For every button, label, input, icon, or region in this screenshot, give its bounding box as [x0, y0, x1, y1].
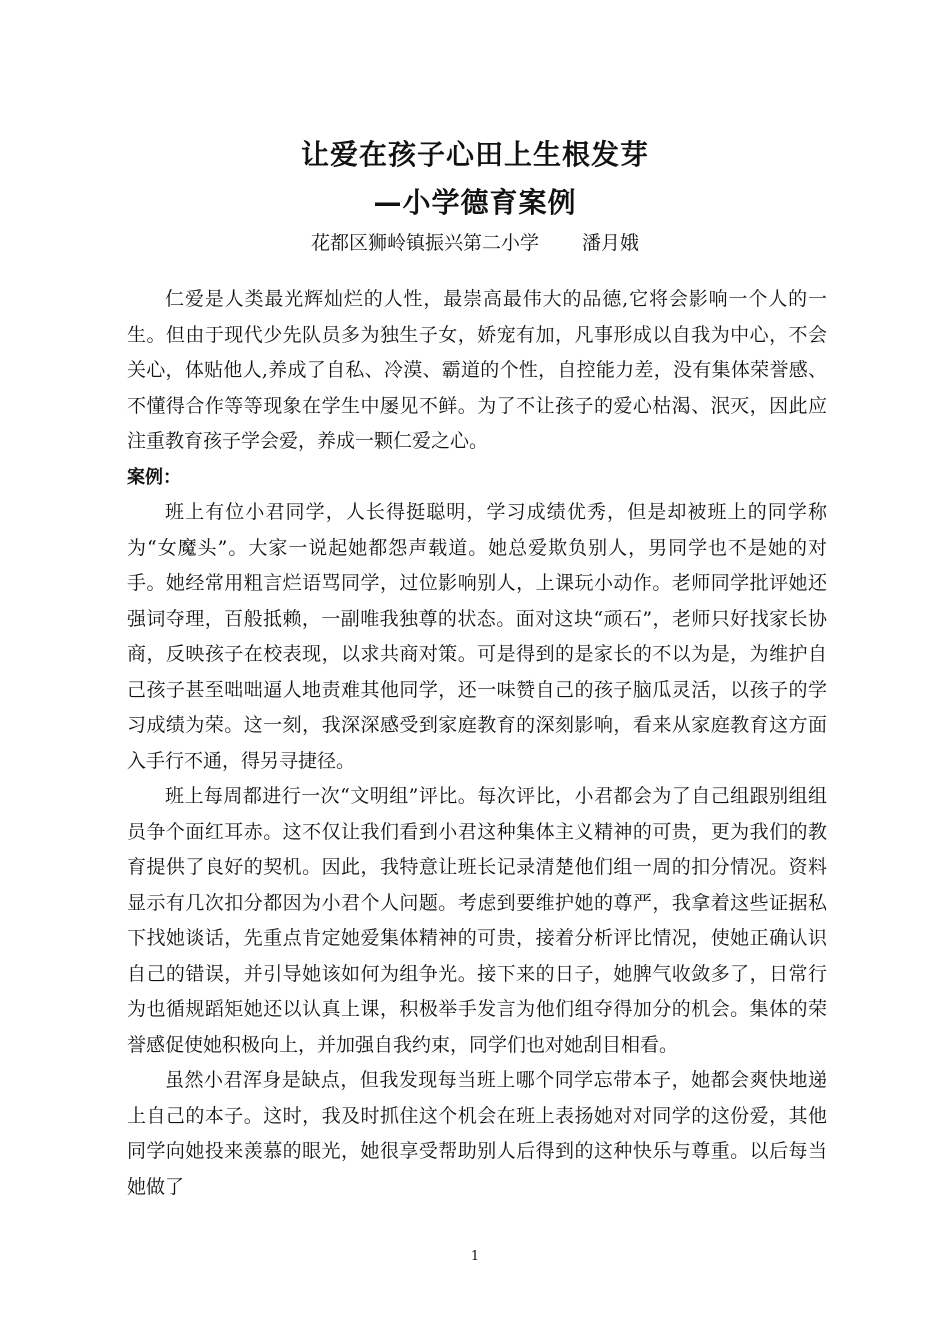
document-title: 让爱在孩子心田上生根发芽	[300, 138, 649, 171]
page-number: 1	[470, 1249, 480, 1264]
document-subtitle: —小学德育案例	[373, 186, 577, 219]
case-paragraph-3: 虽然小君浑身是缺点，但我发现每当班上哪个同学忘带本子，她都会爽快地递上自己的本子。这时，我及时抓住这个机会在班上表扬她对对同学的这份爱，其他同学向她投来羡慕的眼光，她很享受帮助别人后得到的这种快乐与尊重。以后每当她做了	[127, 1069, 827, 1198]
case-heading: 案例：	[127, 466, 181, 488]
author-byline: 花都区狮岭镇振兴第二小学 潘月娥	[310, 232, 640, 254]
document-body	[127, 282, 827, 1205]
case-paragraph-1: 班上有位小君同学，人长得挺聪明，学习成绩优秀，但是却被班上的同学称为“女魔头”。大家一说起她都怨声载道。她总爱欺负别人，男同学也不是她的对手。她经常用粗言烂语骂同学，过位影响别人，上课玩小动作。老师同学批评她还强词夺理，百般抵赖，一副唯我独尊的状态。面对这块“顽石”，老师只好找家长协商，反映孩子在校表现，以求共商对策。可是得到的是家长的不以为是，为维护自己孩子甚至咄咄逼人地责难其他同学，还一味赞自己的孩子脑瓜灵活，以孩子的学习成绩为荣。这一刻，我深深感受到家庭教育的深刻影响，看来从家庭教育这方面入手行不通，得另寻捷径。	[127, 501, 827, 772]
case-paragraph-2: 班上每周都进行一次“文明组”评比。每次评比，小君都会为了自己组跟别组组员争个面红耳赤。这不仅让我们看到小君这种集体主义精神的可贵，更为我们的教育提供了良好的契机。因此，我特意让班长记录清楚他们组一周的扣分情况。资料显示有几次扣分都因为小君个人问题。考虑到要维护她的尊严，我拿着这些证据私下找她谈话，先重点肯定她爱集体精神的可贵，接着分析评比情况，使她正确认识自己的错误，并引导她该如何为组争光。接下来的日子，她脾气收敛多了，日常行为也循规蹈矩她还以认真上课，积极举手发言为他们组夺得加分的机会。集体的荣誉感促使她积极向上，并加强自我约束，同学们也对她刮目相看。	[127, 785, 827, 1056]
intro-paragraph: 仁爱是人类最光辉灿烂的人性，最崇高最伟大的品德,它将会影响一个人的一生。但由于现代少先队员多为独生子女，娇宠有加，凡事形成以自我为中心，不会关心，体贴他人,养成了自私、冷漠、霸道的个性，自控能力差，没有集体荣誉感、不懂得合作等等现象在学生中屡见不鲜。为了不让孩子的爱心枯渴、泯灭，因此应注重教育孩子学会爱，养成一颗仁爱之心。	[127, 288, 827, 452]
